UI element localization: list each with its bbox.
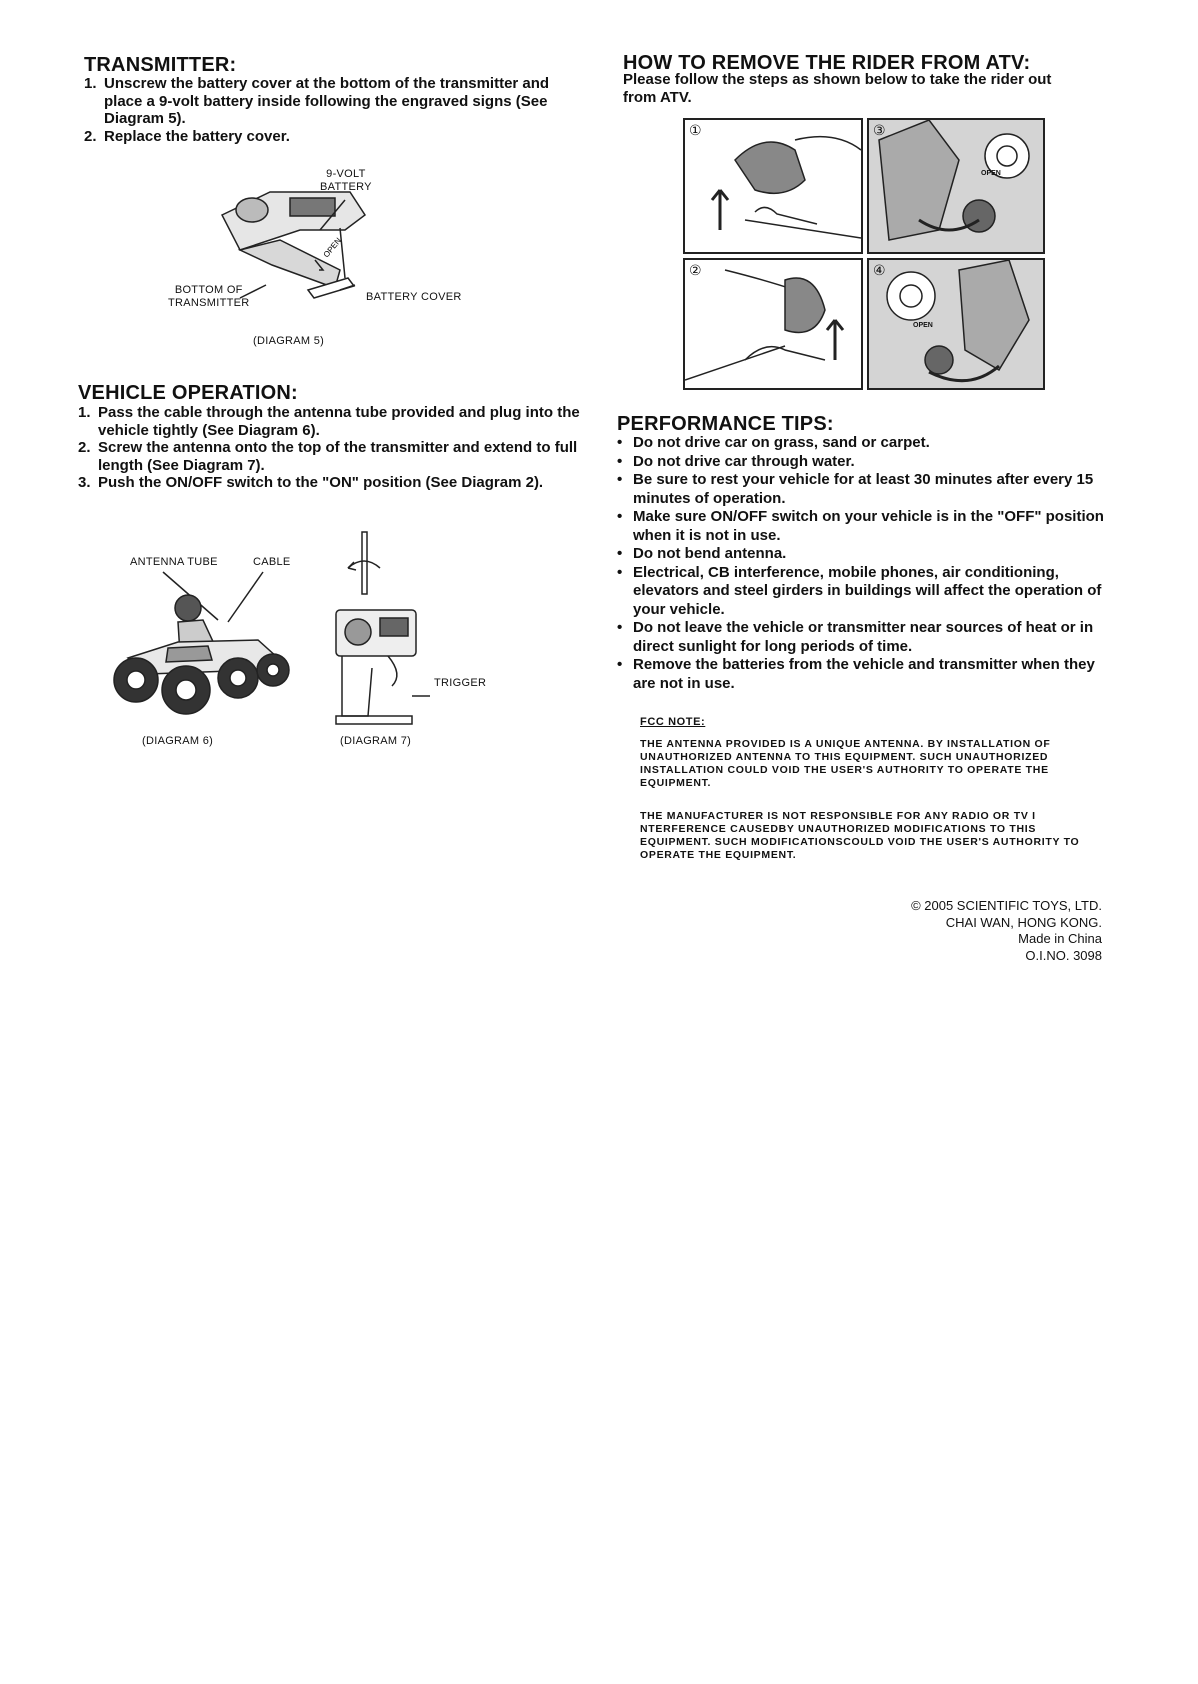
list-item: • Do not drive car through water. — [617, 453, 1107, 472]
diagram-5 — [168, 168, 500, 350]
atv-illustration — [108, 570, 308, 720]
transmitter-antenna-illustration — [328, 528, 438, 728]
vehicle-operation-steps — [78, 404, 583, 492]
list-item: 2. Replace the battery cover. — [84, 127, 290, 145]
cable-label: CABLE — [253, 556, 291, 568]
panel-step-3 — [867, 118, 1045, 254]
fcc-paragraph-2: THE MANUFACTURER IS NOT RESPONSIBLE FOR ANY RADIO OR TV I NTERFERENCE CAUSEDBY UNAUTHORIZED MODIFICATIONS TO THIS EQUIPMENT. SUCH MODIFICATIONSCOULD VOID THE USER'S AUTHORITY TO OPERATE THE EQUIPMENT. — [640, 810, 1080, 861]
remove-rider-heading: HOW TO REMOVE THE RIDER FROM ATV: — [623, 52, 1031, 74]
fcc-note-title: FCC NOTE: — [640, 716, 706, 728]
panel-number: ② — [689, 262, 702, 278]
copyright-line: © 2005 SCIENTIFIC TOYS, LTD. — [911, 898, 1102, 913]
list-item: 1. Pass the cable through the antenna tube provided and plug into the vehicle tightly (See Diagram 6). — [78, 404, 580, 439]
panel-3-illustration — [869, 120, 1043, 252]
open-label: OPEN — [981, 170, 1001, 177]
bottom-of-transmitter-label: BOTTOM OF TRANSMITTER — [168, 284, 250, 309]
panel-4-illustration — [869, 260, 1043, 388]
fcc-paragraph-1: THE ANTENNA PROVIDED IS A UNIQUE ANTENNA. BY INSTALLATION OF UNAUTHORIZED ANTENNA TO THIS EQUIPMENT. SUCH UNAUTHORIZED INSTALLATION COULD VOID THE USER'S AUTHORITY TO OPERATE THE EQUIPMENT. — [640, 738, 1051, 789]
panel-number: ④ — [873, 262, 886, 278]
diagram-5-caption: (DIAGRAM 5) — [253, 335, 325, 347]
list-item: • Do not drive car on grass, sand or carpet. — [617, 434, 1107, 453]
list-item: • Do not leave the vehicle or transmitter near sources of heat or in direct sunlight for long periods of time. — [617, 619, 1107, 656]
list-item: • Electrical, CB interference, mobile phones, air conditioning, elevators and steel girders in buildings will affect the operation of your vehicle. — [617, 564, 1107, 620]
diagram-7 — [328, 528, 528, 752]
list-item: • Make sure ON/OFF switch on your vehicle is in the "OFF" position when it is not in use. — [617, 508, 1107, 545]
transmitter-steps — [84, 75, 579, 145]
list-item: • Do not bend antenna. — [617, 545, 1107, 564]
footer-block — [802, 898, 1102, 964]
panel-1-illustration — [685, 120, 861, 252]
list-item: 3. Push the ON/OFF switch to the "ON" position (See Diagram 2). — [78, 474, 544, 491]
vehicle-operation-heading: VEHICLE OPERATION: — [78, 382, 298, 404]
trigger-label: TRIGGER — [434, 677, 487, 689]
antenna-tube-label: ANTENNA TUBE — [130, 556, 218, 568]
panel-step-2 — [683, 258, 863, 390]
diagram-7-caption: (DIAGRAM 7) — [340, 735, 412, 747]
battery-cover-label: BATTERY COVER — [366, 291, 462, 303]
remove-rider-intro: Please follow the steps as shown below to take the rider out from ATV. — [623, 71, 1052, 106]
rider-removal-panels — [683, 118, 1045, 390]
open-label: OPEN — [321, 236, 344, 260]
list-item: • Remove the batteries from the vehicle and transmitter when they are not in use. — [617, 656, 1107, 693]
oi-number-line: O.I.NO. 3098 — [1025, 947, 1102, 963]
panel-step-1 — [683, 118, 863, 254]
list-item: 1. Unscrew the battery cover at the bottom of the transmitter and place a 9-volt battery inside following the engraved signs (See Diagram 5). — [84, 75, 550, 127]
address-line: CHAI WAN, HONG KONG. — [945, 914, 1102, 930]
battery-label: 9-VOLT BATTERY — [320, 168, 372, 193]
panel-number: ① — [689, 122, 702, 138]
performance-tips-list — [617, 434, 1107, 693]
panel-step-4 — [867, 258, 1045, 390]
performance-tips-heading: PERFORMANCE TIPS: — [617, 413, 834, 435]
made-in-line: Made in China — [1018, 931, 1102, 946]
panel-number: ③ — [873, 122, 886, 138]
list-item: • Be sure to rest your vehicle for at least 30 minutes after every 15 minutes of operation. — [617, 471, 1107, 508]
diagram-6 — [108, 552, 308, 752]
panel-2-illustration — [685, 260, 861, 388]
diagram-6-caption: (DIAGRAM 6) — [142, 735, 214, 747]
open-label: OPEN — [913, 322, 933, 329]
list-item: 2. Screw the antenna onto the top of the transmitter and extend to full length (See Diagram 7). — [78, 439, 578, 474]
transmitter-heading: TRANSMITTER: — [84, 54, 237, 76]
